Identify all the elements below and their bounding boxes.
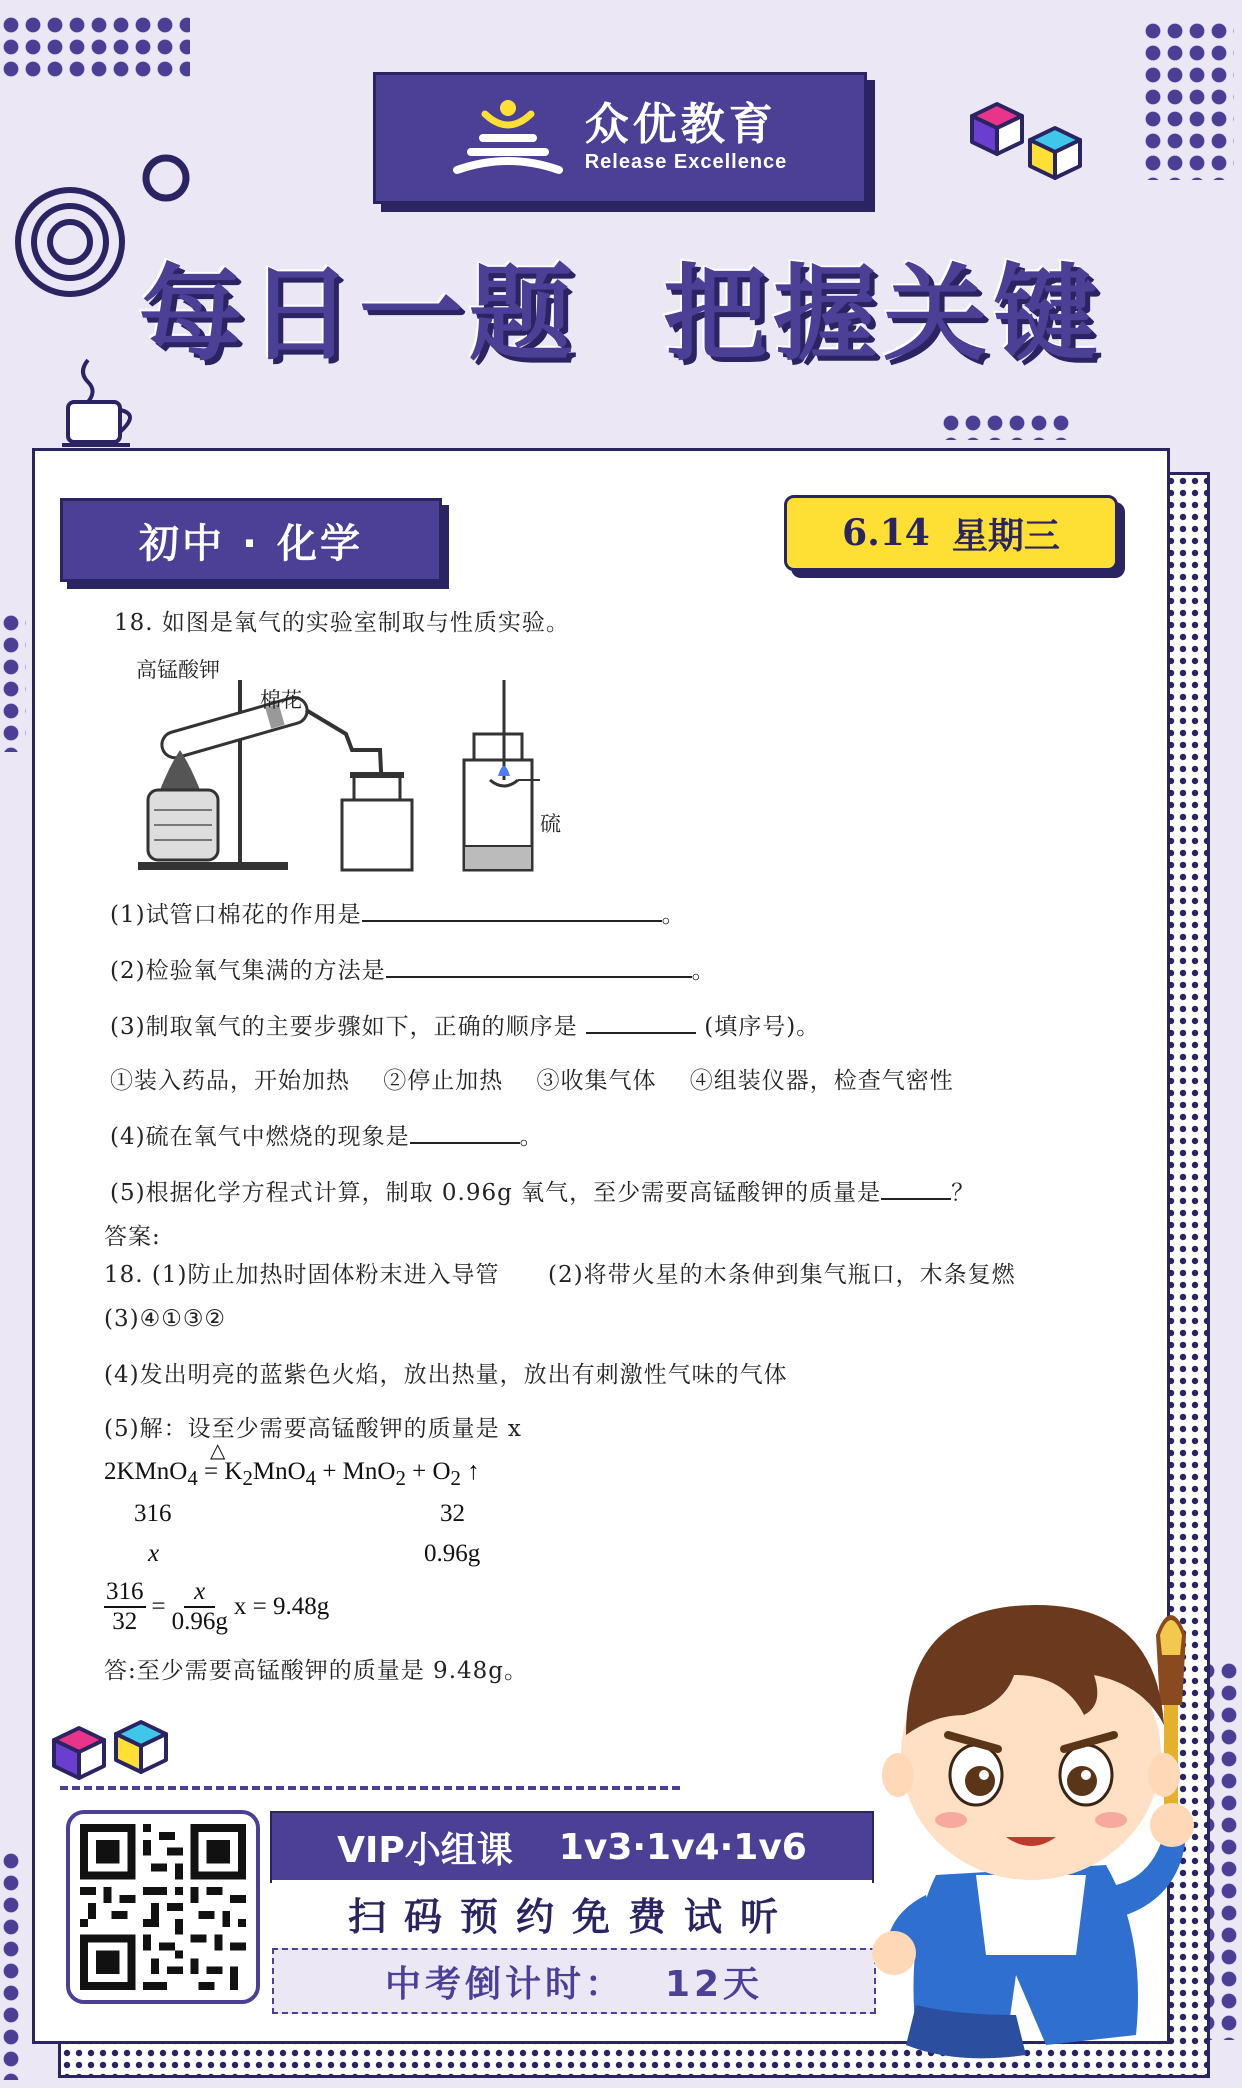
proportion: $\frac{316}{32}$ = $\frac{x}{0.96g}$ x = 9.48g <box>106 1578 330 1635</box>
date-weekday: 星期三 <box>951 514 1060 557</box>
label-kmno4: 高锰酸钾 <box>136 658 220 682</box>
cubes-icon <box>968 98 1088 188</box>
qr-code-icon <box>80 1824 246 1990</box>
label-cotton: 棉花 <box>260 688 302 712</box>
dot-pattern-mid-right <box>940 412 1070 440</box>
answer-heading: 答案: <box>104 1224 161 1250</box>
dot-pattern-left <box>0 612 26 752</box>
vip-banner[interactable] <box>272 1813 872 1881</box>
brand-name: 众优教育 <box>584 98 777 150</box>
date-badge <box>784 495 1118 571</box>
molar-mass-kmno4: 316 <box>134 1500 172 1527</box>
mascot-boy-illustration <box>856 1575 1206 2075</box>
question-steps: ①装入药品，开始加热 ②停止加热 ③收集气体 ④组装仪器，检查气密性 <box>110 1068 954 1094</box>
headline: 每日一题 把握关键 <box>138 253 1104 375</box>
answer-2: (2)将带火星的木条伸到集气瓶口，木条复燃 <box>548 1262 1016 1288</box>
logo-mark-icon <box>453 96 563 180</box>
o2-mass: 0.96g <box>424 1540 481 1567</box>
apparatus-diagram <box>120 650 640 880</box>
unknown-x: x <box>148 1540 160 1567</box>
subject-tag: 初中 · 化学 <box>60 498 442 582</box>
question-part-2: (2)检验氧气集满的方法是 。 <box>110 958 716 984</box>
dot-pattern-top-right <box>1142 20 1234 180</box>
question-part-1: (1)试管口棉花的作用是 。 <box>110 902 686 928</box>
dot-pattern-bottom-left <box>0 1850 24 2080</box>
answer-1: 18. (1)防止加热时固体粉末进入导管 <box>104 1262 500 1288</box>
answer-5: (5)解：设至少需要高锰酸钾的质量是 x <box>104 1416 522 1442</box>
label-sulfur: 硫 <box>540 812 561 836</box>
countdown-value: 12天 <box>664 1963 764 2005</box>
qr-code[interactable] <box>66 1810 260 2004</box>
scan-cta[interactable]: 扫码预约免费试听 <box>272 1880 872 1946</box>
question-part-4: (4)硫在氧气中燃烧的现象是 。 <box>110 1124 544 1150</box>
brand-logo <box>373 72 867 204</box>
vip-label: VIP小组课 <box>337 1829 513 1871</box>
molar-mass-o2: 32 <box>440 1500 465 1527</box>
countdown-label: 中考倒计时： <box>384 1963 625 2005</box>
brand-slogan: Release Excellence <box>584 150 788 173</box>
chemical-equation: 2KMnO$_4$ △ = $K_2MnO_4 + MnO_2 + O_2$ ↑ <box>104 1440 480 1490</box>
divider <box>60 1786 680 1790</box>
date-day: 6.14 <box>842 512 930 554</box>
dot-pattern-top-left <box>0 14 190 80</box>
answer-4: (4)发出明亮的蓝紫色火焰，放出热量，放出有刺激性气味的气体 <box>104 1362 788 1388</box>
question-part-5: (5)根据化学方程式计算，制取 0.96g 氧气，至少需要高锰酸钾的质量是 ？ <box>110 1180 976 1206</box>
question-stem: 18. 如图是氧气的实验室制取与性质实验。 <box>114 610 570 636</box>
answer-3: (3)④①③② <box>104 1306 227 1332</box>
cubes-icon-bottom <box>50 1718 180 1788</box>
countdown <box>272 1948 876 2014</box>
question-part-3: (3)制取氧气的主要步骤如下，正确的顺序是 (填序号)。 <box>110 1014 821 1040</box>
class-formats: 1v3·1v4·1v6 <box>558 1826 807 1868</box>
answer-conclusion: 答:至少需要高锰酸钾的质量是 9.48g。 <box>104 1658 528 1684</box>
